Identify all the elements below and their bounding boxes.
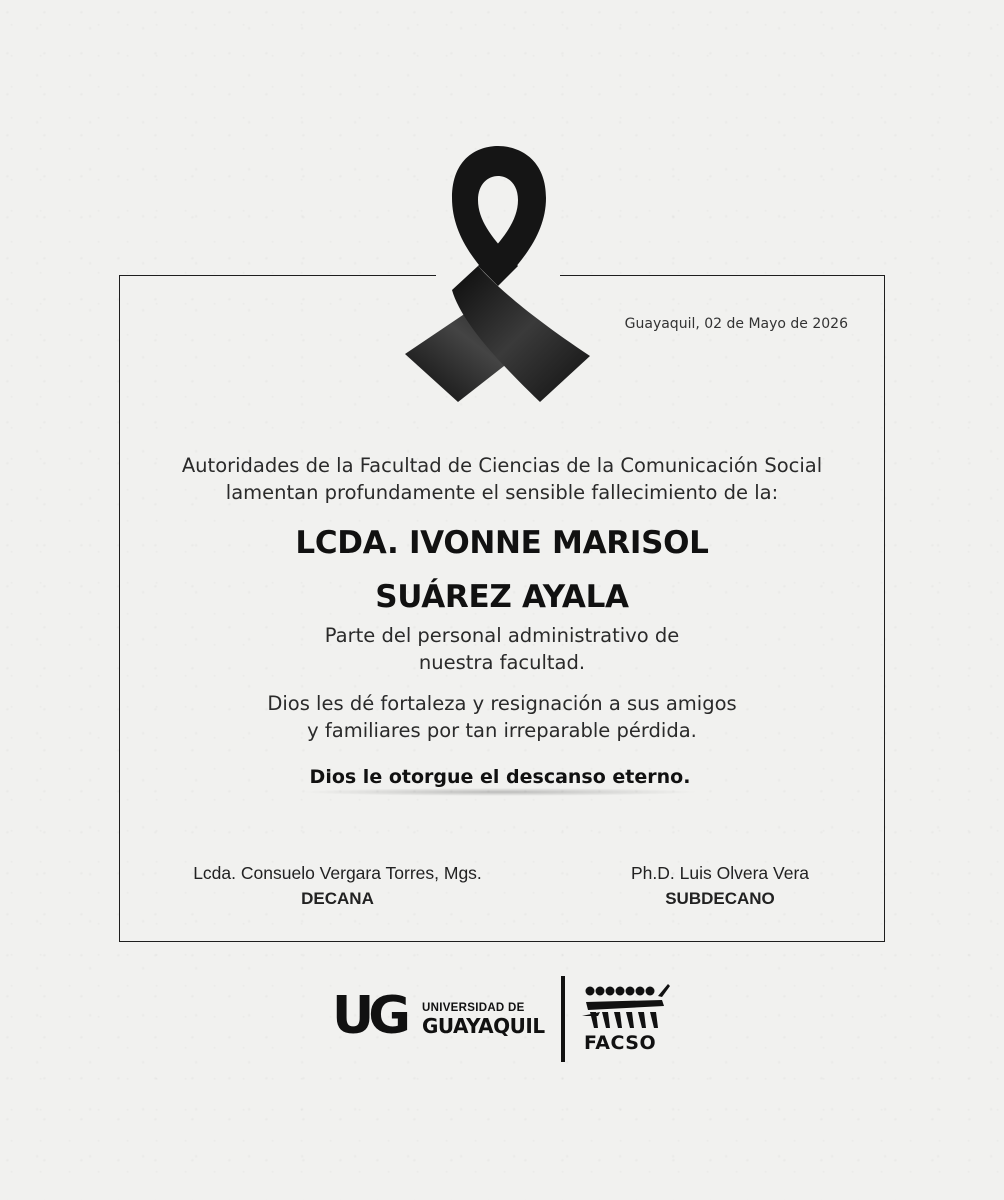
deceased-name-line: SUÁREZ AYALA [375,579,629,615]
logo-divider [561,976,565,1062]
signature-title: SUBDECANO [665,889,775,908]
ug-logo-mark: UG [332,986,405,1046]
wish-paragraph [119,690,885,744]
signature-subdean [590,861,850,911]
intro-paragraph [119,452,885,506]
mourning-ribbon-icon [400,140,596,408]
role-line: Parte del personal administrativo de [324,624,680,647]
role-line: nuestra facultad. [418,651,586,674]
signature-dean [160,861,515,911]
rest-message [290,762,710,798]
signature-name: Ph.D. Luis Olvera Vera [631,863,809,883]
wish-line: y familiares por tan irreparable pérdida. [307,719,697,742]
institution-logos [330,970,680,1065]
date-line: Guayaquil, 02 de Mayo de 2026 [624,316,848,332]
ug-logo-line1: UNIVERSIDAD DE [422,1002,525,1014]
wish-line: Dios les dé fortaleza y resignación a sus amigos [267,692,737,715]
deceased-name-line: LCDA. IVONNE MARISOL [295,525,709,561]
signature-title: DECANA [301,889,374,908]
facso-logo-text: FACSO [584,1032,657,1054]
deceased-name [119,516,885,624]
signature-name: Lcda. Consuelo Vergara Torres, Mgs. [193,863,482,883]
rest-text: Dios le otorgue el descanso eterno. [309,766,691,788]
intro-line: lamentan profundamente el sensible fallecimiento de la: [225,481,779,504]
role-paragraph [119,622,885,676]
intro-line: Autoridades de la Facultad de Ciencias de la Comunicación Social [181,454,823,477]
ug-logo-line2: GUAYAQUIL [422,1014,545,1038]
facso-logo-icon [582,982,674,1032]
